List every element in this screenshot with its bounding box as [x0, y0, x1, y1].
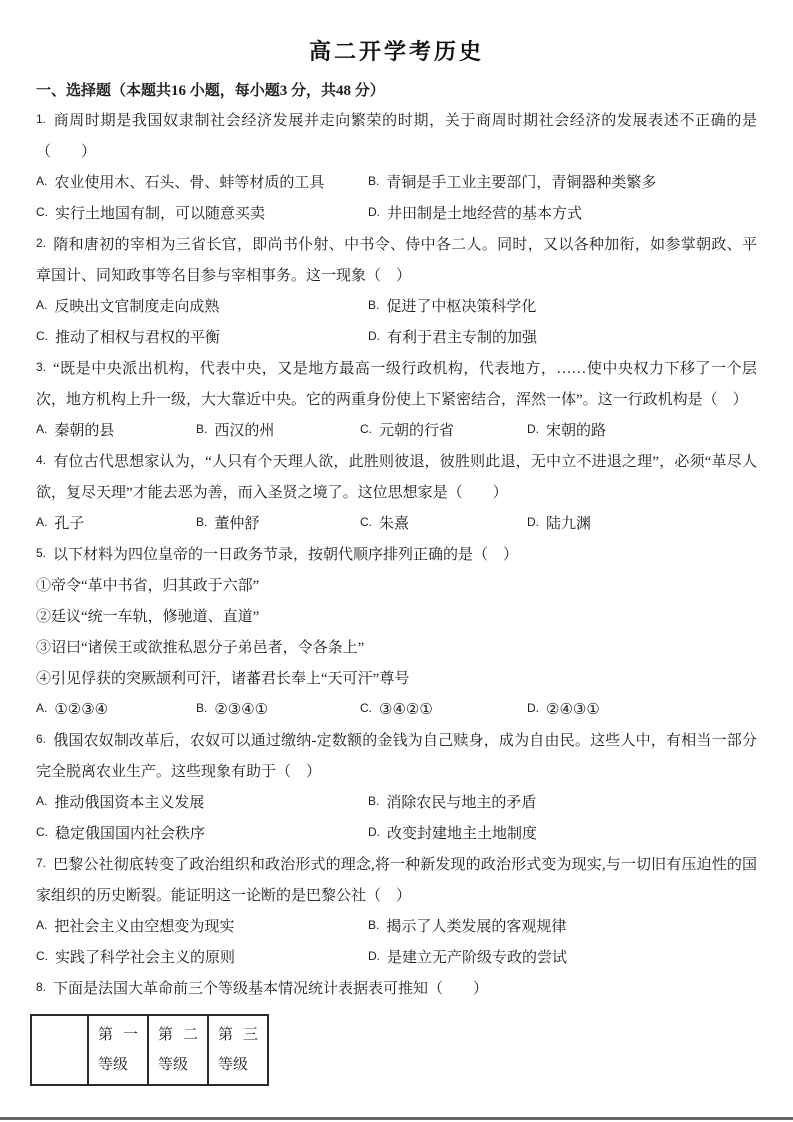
page-title: 高二开学考历史 — [308, 39, 484, 64]
option-label: D. — [527, 422, 539, 436]
table-header-second-estate: 第 二 等级 — [148, 1015, 208, 1085]
option-text: 消除农民与地主的矛盾 — [386, 795, 537, 811]
page-edge-divider — [0, 1117, 793, 1120]
option-text: 促进了中枢决策科学化 — [386, 299, 537, 315]
question-text — [36, 230, 757, 292]
question-2 — [36, 230, 757, 354]
option-text: 西汉的州 — [214, 423, 275, 439]
option-label: C. — [36, 825, 48, 839]
option-b — [196, 509, 360, 540]
option-a — [36, 292, 368, 323]
question-options — [36, 168, 757, 230]
option-d — [527, 416, 757, 447]
option-label: A. — [36, 298, 48, 312]
question-3 — [36, 354, 757, 447]
question-number: 5. — [36, 546, 47, 560]
question-body: “既是中央派出机构，代表中央，又是地方最高一级行政机构，代表地方，……使中央权力下移了一个层次，地方机构上升一级，大大靠近中央。它的两重身份使上下紧密结合，浑然一体”。这一行政机构是（ ） — [36, 361, 757, 408]
option-text: 实行土地国有制，可以随意买卖 — [55, 206, 266, 222]
option-label: B. — [368, 298, 380, 312]
question-8 — [36, 974, 757, 1086]
table-header-row — [31, 1015, 268, 1085]
option-label: D. — [527, 701, 539, 715]
option-text: 青铜是手工业主要部门，青铜器种类繁多 — [386, 175, 657, 191]
question-options — [36, 509, 757, 540]
question-body: 下面是法国大革命前三个等级基本情况统计表据表可推知（ ） — [53, 981, 489, 997]
option-text: ③④②① — [379, 702, 433, 718]
option-text: 孔子 — [54, 516, 85, 532]
option-d — [368, 819, 757, 850]
statement-item-1: ①帝令“革中书省，归其政于六部” — [36, 578, 260, 594]
question-options — [36, 912, 757, 974]
option-label: B. — [196, 701, 208, 715]
option-text: ②③④① — [214, 702, 269, 718]
question-body: 商周时期是我国奴隶制社会经济发展并走向繁荣的时期，关于商周时期社会经济的发展表述不正确的是（ ） — [36, 113, 757, 160]
option-b — [196, 695, 360, 726]
question-number: 6. — [36, 732, 47, 746]
option-text: 推动了相权与君权的平衡 — [55, 330, 221, 346]
option-label: C. — [360, 422, 372, 436]
option-c — [360, 416, 527, 447]
question-text — [36, 447, 757, 509]
question-text — [36, 974, 757, 1005]
option-label: D. — [368, 329, 380, 343]
question-options — [36, 788, 757, 850]
option-text: 改变封建地主土地制度 — [387, 826, 538, 842]
option-label: B. — [196, 422, 208, 436]
option-text: 宋朝的路 — [546, 423, 607, 439]
option-label: D. — [527, 515, 539, 529]
option-d — [368, 199, 757, 230]
table-header-first-estate: 第 一 等级 — [88, 1015, 148, 1085]
option-a — [36, 912, 368, 943]
option-b — [368, 912, 757, 943]
question-options — [36, 416, 757, 447]
option-label: B. — [196, 515, 208, 529]
option-label: A. — [36, 174, 48, 188]
section-heading: 一、选择题（本题共16 小题，每小题3 分，共48 分） — [36, 83, 385, 99]
question-body: 俄国农奴制改革后，农奴可以通过缴纳-定数额的金钱为自己赎身，成为自由民。这些人中，有相当一部分完全脱离农业生产。这些现象有助于（ ） — [36, 733, 757, 780]
option-label: D. — [368, 949, 380, 963]
option-c — [36, 943, 368, 974]
option-text: 农业使用木、石头、骨、蚌等材质的工具 — [54, 175, 325, 191]
option-text: 井田制是土地经营的基本方式 — [387, 206, 583, 222]
question-text — [36, 850, 757, 912]
question-options — [36, 292, 757, 354]
question-6 — [36, 726, 757, 850]
option-label: A. — [36, 701, 48, 715]
option-text: 推动俄国资本主义发展 — [54, 795, 205, 811]
option-b — [196, 416, 360, 447]
option-a — [36, 509, 196, 540]
question-number: 7. — [36, 856, 47, 870]
question-number: 4. — [36, 453, 47, 467]
option-text: 董仲舒 — [214, 516, 260, 532]
statement-item-4: ④引见俘获的突厥颉利可汗，诸蕃君长奉上“天可汗”尊号 — [36, 671, 410, 687]
option-d — [368, 323, 757, 354]
option-d — [527, 509, 757, 540]
option-label: C. — [36, 949, 48, 963]
option-text: 有利于君主专制的加强 — [387, 330, 538, 346]
option-label: A. — [36, 422, 48, 436]
option-a — [36, 788, 368, 819]
question-body: 巴黎公社彻底转变了政治组织和政治形式的理念,将一种新发现的政治形式变为现实,与一切旧有压迫性的国家组织的历史断裂。能证明这一论断的是巴黎公社（ ） — [36, 857, 757, 904]
question-body: 隋和唐初的宰相为三省长官，即尚书仆射、中书令、侍中各二人。同时，又以各种加衔，如参掌朝政、平章国计、同知政事等名目参与宰相事务。这一现象（ ） — [36, 237, 757, 284]
question-5 — [36, 540, 757, 726]
option-b — [368, 292, 757, 323]
question-7 — [36, 850, 757, 974]
option-label: A. — [36, 794, 48, 808]
option-a — [36, 695, 196, 726]
option-text: 把社会主义由空想变为现实 — [54, 919, 235, 935]
question-text — [36, 354, 757, 416]
statement-item-2: ②廷议“统一车轨，修驰道、直道” — [36, 609, 260, 625]
question-number: 2. — [36, 236, 47, 250]
question-number: 1. — [36, 112, 47, 126]
option-label: B. — [368, 794, 380, 808]
option-b — [368, 788, 757, 819]
option-d — [368, 943, 757, 974]
option-text: 揭示了人类发展的客观规律 — [386, 919, 567, 935]
option-d — [527, 695, 757, 726]
option-text: ①②③④ — [54, 702, 109, 718]
option-label: C. — [36, 329, 48, 343]
statement-item-3: ③诏曰“诸侯王或欲推私恩分子弟邑者，令各条上” — [36, 640, 365, 656]
option-text: 秦朝的县 — [54, 423, 115, 439]
option-text: ②④③① — [546, 702, 600, 718]
question-number: 8. — [36, 980, 47, 994]
estates-table — [30, 1014, 269, 1086]
option-text: 元朝的行省 — [379, 423, 455, 439]
question-1 — [36, 106, 757, 230]
option-label: B. — [368, 918, 380, 932]
question-text — [36, 726, 757, 788]
table-header-third-estate: 第 三 等级 — [208, 1015, 268, 1085]
option-c — [360, 509, 527, 540]
option-text: 是建立无产阶级专政的尝试 — [387, 950, 568, 966]
question-4 — [36, 447, 757, 540]
question-options — [36, 695, 757, 726]
question-text — [36, 106, 757, 168]
option-label: D. — [368, 825, 380, 839]
option-text: 陆九渊 — [546, 516, 592, 532]
option-text: 实践了科学社会主义的原则 — [55, 950, 236, 966]
option-label: A. — [36, 918, 48, 932]
table-corner-cell — [31, 1015, 88, 1085]
option-c — [36, 323, 368, 354]
question-body: 有位古代思想家认为，“人只有个天理人欲，此胜则彼退，彼胜则此退，无中立不进退之理”，必须“革尽人欲，复尽天理”才能去恶为善，而入圣贤之境了。这位思想家是（ ） — [36, 454, 757, 501]
option-c — [36, 199, 368, 230]
question-text — [36, 540, 757, 571]
option-c — [360, 695, 527, 726]
option-text: 反映出文官制度走向成熟 — [54, 299, 220, 315]
option-label: C. — [360, 515, 372, 529]
option-text: 朱熹 — [379, 516, 410, 532]
option-label: A. — [36, 515, 48, 529]
option-c — [36, 819, 368, 850]
option-label: B. — [368, 174, 380, 188]
option-text: 稳定俄国国内社会秩序 — [55, 826, 206, 842]
option-label: C. — [36, 205, 48, 219]
option-label: D. — [368, 205, 380, 219]
option-a — [36, 416, 196, 447]
option-label: C. — [360, 701, 372, 715]
question-number: 3. — [36, 360, 47, 374]
option-b — [368, 168, 757, 199]
option-a — [36, 168, 368, 199]
question-body: 以下材料为四位皇帝的一日政务节录，按朝代顺序排列正确的是（ ） — [53, 547, 519, 563]
